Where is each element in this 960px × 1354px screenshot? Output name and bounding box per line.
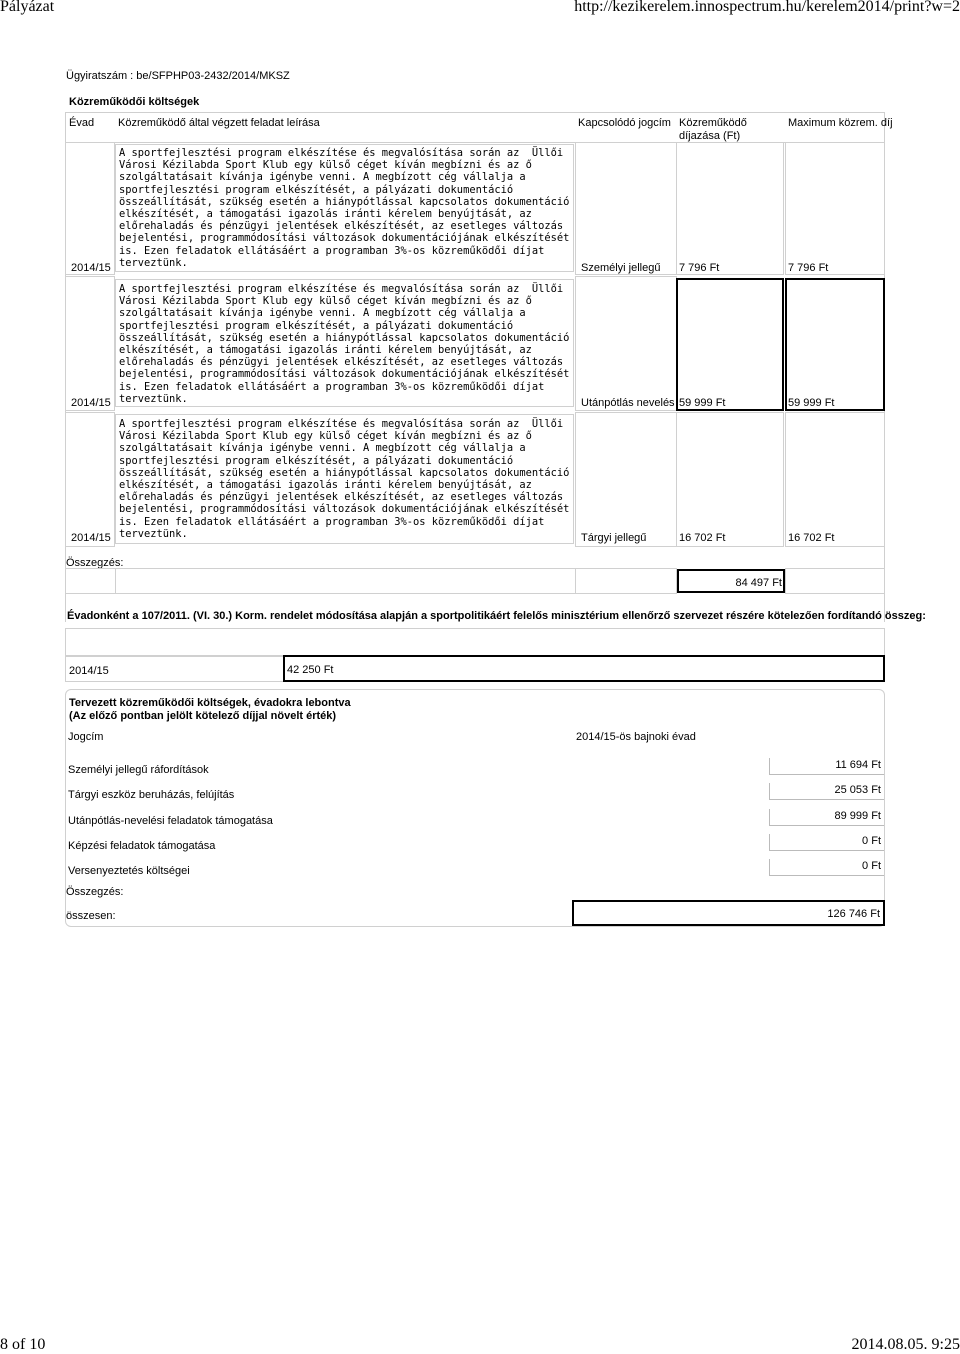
- row-fee: 16 702 Ft: [679, 532, 726, 544]
- ministry-amount: 42 250 Ft: [287, 664, 334, 676]
- row-max-fee: 16 702 Ft: [788, 532, 835, 544]
- planned-summary-label: Összegzés:: [66, 886, 124, 898]
- planned-item-label: Versenyeztetés költségei: [68, 865, 190, 877]
- print-footer-datetime: 2014.08.05. 9:25: [851, 1336, 960, 1353]
- row-max-fee: 7 796 Ft: [788, 262, 829, 274]
- row-legal-title: Tárgyi jellegű: [581, 532, 647, 544]
- header-legal-title: Kapcsolódó jogcím: [578, 117, 671, 129]
- row-description: A sportfejlesztési program elkészítése és megvalósítása során az Üllői Városi Kézilabda Sport Klub egy külső céget kíván megbízni és az ő szolgáltatásait kívánja igénybe venni. A megbízott cég vállalja a sportfejlesztési program elkészítését, a pályázati dokumentáció összeállítását, szükség esetén a hiánypótlással kapcsolatos dokumentáció elkészítését, a támogatási igazolás iránti kérelem benyújtását, az előrehaladás és pénzügyi jelentések elkészítését, az esetleges változás bejelentési, programmódosítási változások dokumentációjának elkészítését is. Ezen feladatok ellátásáért a programban 3%-os közreműködői díjat terveztünk.: [119, 418, 570, 540]
- header-fee: Közreműködő díjazása (Ft): [679, 117, 747, 142]
- planned-title-line2: (Az előző pontban jelölt kötelező díjjal növelt érték): [69, 710, 337, 722]
- row-legal-title: Személyi jellegű: [581, 262, 661, 274]
- costs-section-title: Közreműködői költségek: [69, 96, 200, 108]
- planned-item-value: 11 694 Ft: [769, 758, 884, 775]
- print-header-title: Pályázat: [0, 0, 55, 15]
- print-footer-page: 8 of 10: [0, 1336, 46, 1353]
- row-season: 2014/15: [71, 532, 111, 544]
- print-header-url: http://kezikerelem.innospectrum.hu/kerelem2014/print?w=2: [574, 0, 960, 15]
- header-max-fee: Maximum közrem. díj: [788, 117, 893, 129]
- ministry-section-title: Évadonként a 107/2011. (VI. 30.) Korm. rendelet módosítása alapján a sportpolitikáért felelős minisztérium ellenőrző szervezet részére kötelezően fordítandó összeg:: [67, 610, 926, 622]
- header-description: Közreműködő által végzett feladat leírása: [118, 117, 320, 129]
- row-fee: 59 999 Ft: [679, 397, 726, 409]
- row-legal-title: Utánpótlás nevelés: [581, 397, 675, 409]
- costs-summary-label: Összegzés:: [66, 557, 124, 569]
- planned-item-value: 25 053 Ft: [769, 783, 884, 800]
- row-fee: 7 796 Ft: [679, 262, 720, 274]
- row-max-fee: 59 999 Ft: [788, 397, 835, 409]
- row-description: A sportfejlesztési program elkészítése és megvalósítása során az Üllői Városi Kézilabda Sport Klub egy külső céget kíván megbízni és az ő szolgáltatásait kívánja igénybe venni. A megbízott cég vállalja a sportfejlesztési program elkészítését, a pályázati dokumentáció összeállítását, szükség esetén a hiánypótlással kapcsolatos dokumentáció elkészítését, a támogatási igazolás iránti kérelem benyújtását, az előrehaladás és pénzügyi jelentések elkészítését, az esetleges változás bejelentési, programmódosítási változások dokumentációjának elkészítését is. Ezen feladatok ellátásáért a programban 3%-os közreműködői díjat terveztünk.: [119, 283, 570, 405]
- ministry-season: 2014/15: [69, 665, 109, 677]
- planned-item-label: Képzési feladatok támogatása: [68, 840, 216, 852]
- header-season: Évad: [69, 117, 95, 129]
- planned-item-label: Személyi jellegű ráfordítások: [68, 764, 209, 776]
- planned-section: [65, 689, 885, 927]
- costs-summary-total: 84 497 Ft: [735, 577, 782, 589]
- planned-total-value: 126 746 Ft: [827, 908, 880, 920]
- planned-item-label: Utánpótlás-nevelési feladatok támogatása: [68, 815, 273, 827]
- planned-title-line1: Tervezett közreműködői költségek, évadokra lebontva: [69, 697, 351, 709]
- planned-item-value: 89 999 Ft: [769, 809, 884, 826]
- row-season: 2014/15: [71, 397, 111, 409]
- row-description: A sportfejlesztési program elkészítése és megvalósítása során az Üllői Városi Kézilabda Sport Klub egy külső céget kíván megbízni és az ő szolgáltatásait kívánja igénybe venni. A megbízott cég vállalja a sportfejlesztési program elkészítését, a pályázati dokumentáció összeállítását, szükség esetén a hiánypótlással kapcsolatos dokumentáció elkészítését, a támogatási igazolás iránti kérelem benyújtását, az előrehaladás és pénzügyi jelentések elkészítését, az esetleges változás bejelentési, programmódosítási változások dokumentációjának elkészítését is. Ezen feladatok ellátásáért a programban 3%-os közreműködői díjat terveztünk.: [119, 147, 570, 269]
- planned-col-season: 2014/15-ös bajnoki évad: [576, 731, 696, 743]
- planned-item-value: 0 Ft: [769, 834, 884, 851]
- planned-item-value: 0 Ft: [769, 859, 884, 876]
- row-season: 2014/15: [71, 262, 111, 274]
- planned-total-label: összesen:: [66, 910, 116, 922]
- file-number: Ügyiratszám : be/SFPHP03-2432/2014/MKSZ: [66, 70, 290, 82]
- planned-col-title: Jogcím: [68, 731, 104, 743]
- planned-item-label: Tárgyi eszköz beruházás, felújítás: [68, 789, 235, 801]
